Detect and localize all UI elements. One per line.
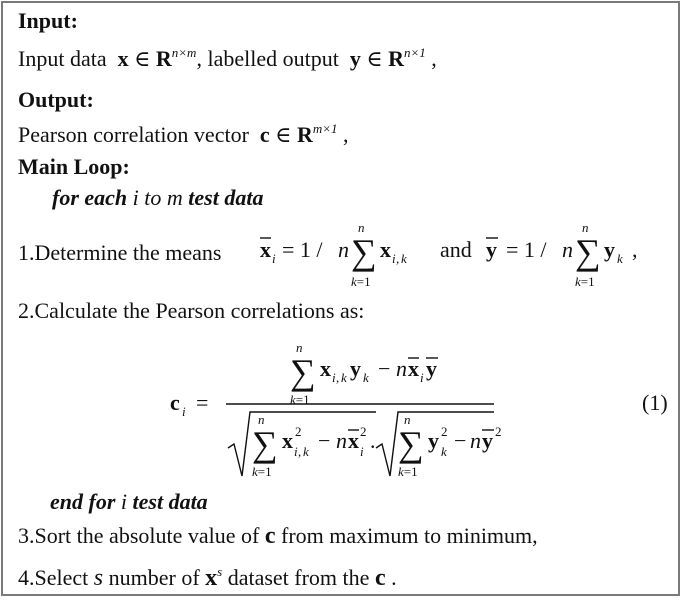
svg-text:y: y <box>426 356 437 381</box>
svg-text:k=1: k=1 <box>575 274 595 289</box>
svg-text:n: n <box>358 220 365 235</box>
end-for-prefix: end for <box>50 489 116 514</box>
step4-line <box>18 565 397 590</box>
svg-text:x: x <box>380 237 391 262</box>
svg-text:2: 2 <box>360 424 367 439</box>
svg-text:k=1: k=1 <box>252 464 272 479</box>
svg-text:i: i <box>360 444 364 459</box>
svg-text:k: k <box>401 251 407 266</box>
end-for-var: i <box>120 489 128 514</box>
svg-text:x: x <box>320 356 331 381</box>
step3-c-symbol: c <box>264 523 276 549</box>
for-each-prefix: for each <box>52 185 128 210</box>
output-line <box>18 122 349 146</box>
svg-text:i: i <box>332 370 336 385</box>
step4-mid: number of <box>108 565 200 590</box>
svg-text:2: 2 <box>495 424 502 439</box>
svg-text:= 1 /: = 1 / <box>282 237 323 262</box>
svg-text:i: i <box>294 444 298 459</box>
svg-text:,: , <box>632 237 638 262</box>
svg-text:n: n <box>404 412 411 427</box>
svg-text:i: i <box>392 251 396 266</box>
svg-text:x: x <box>408 356 419 381</box>
svg-text:i: i <box>182 404 186 419</box>
svg-text:k: k <box>341 370 347 385</box>
svg-text:∑: ∑ <box>575 232 601 272</box>
svg-text:.: . <box>370 428 376 453</box>
svg-text:n: n <box>258 412 265 427</box>
pearson-formula <box>170 330 540 480</box>
step4-prefix: 4.Select <box>18 565 89 590</box>
equation-number: (1) <box>642 390 668 415</box>
svg-text:,: , <box>396 251 400 266</box>
svg-text:n: n <box>396 356 407 381</box>
step4-end: . <box>391 565 397 590</box>
svg-text:y: y <box>482 428 493 453</box>
svg-text:y: y <box>486 237 497 262</box>
svg-text:= 1 /: = 1 / <box>506 237 547 262</box>
step1-text: 1.Determine the means <box>18 240 222 265</box>
svg-text:k=1: k=1 <box>398 464 418 479</box>
svg-text:n: n <box>296 340 303 355</box>
svg-text:∑: ∑ <box>351 232 377 272</box>
step4-x-superscript: s <box>217 564 223 579</box>
svg-text:2: 2 <box>295 424 302 439</box>
svg-text:−: − <box>454 428 467 453</box>
svg-text:=: = <box>196 390 209 415</box>
step4-c-symbol: c <box>374 565 386 591</box>
step4-suffix: dataset from the <box>227 565 370 590</box>
svg-text:x: x <box>282 428 293 453</box>
svg-text:y: y <box>428 428 439 453</box>
svg-text:c: c <box>170 390 180 415</box>
main-loop-heading: Main Loop: <box>18 154 130 179</box>
step1-means-formula <box>258 218 678 292</box>
svg-text:,: , <box>298 444 302 459</box>
output-heading: Output: <box>18 87 94 112</box>
for-each-mid: i to m <box>132 185 183 210</box>
svg-text:k: k <box>617 251 623 266</box>
svg-text:∑: ∑ <box>398 424 424 464</box>
input-line <box>18 46 437 70</box>
step1-and: and <box>440 237 472 262</box>
svg-text:k=1: k=1 <box>351 274 371 289</box>
step3-suffix: from maximum to minimum, <box>281 523 538 548</box>
end-for-line <box>50 491 208 513</box>
step3-line <box>18 524 538 548</box>
svg-text:k: k <box>363 370 369 385</box>
input-text-prefix: Input data <box>18 46 107 71</box>
output-text-prefix: Pearson correlation vector <box>18 122 249 147</box>
input-x-math: x ∈ $R^{n\times m}$ <box>117 45 197 71</box>
svg-text:n: n <box>562 237 573 262</box>
svg-text:k: k <box>441 444 447 459</box>
output-c-math: c ∈ $R^{m\times 1}$ , <box>259 121 349 147</box>
step4-x-symbol: x <box>205 565 218 591</box>
input-y-math: y ∈ $R^{n\times 1}$ , <box>349 45 437 71</box>
svg-text:2: 2 <box>441 424 448 439</box>
input-heading: Input: <box>18 8 78 33</box>
step2-text: 2.Calculate the Pearson correlations as: <box>18 298 365 323</box>
svg-text:∑: ∑ <box>290 352 316 392</box>
for-each-suffix: test data <box>188 185 264 210</box>
svg-text:x: x <box>260 237 271 262</box>
step3-prefix: 3.Sort the absolute value of <box>18 523 260 548</box>
svg-text:x: x <box>348 428 359 453</box>
input-text-mid: , labelled output <box>196 46 339 71</box>
svg-text:,: , <box>336 370 340 385</box>
svg-text:n: n <box>582 220 589 235</box>
svg-text:n: n <box>338 237 349 262</box>
svg-text:n: n <box>470 428 481 453</box>
step4-var: s <box>93 565 104 591</box>
for-each-line <box>52 187 263 209</box>
svg-text:n: n <box>336 428 347 453</box>
svg-text:k=1: k=1 <box>290 392 310 407</box>
svg-text:i: i <box>272 251 276 266</box>
svg-text:i: i <box>420 370 424 385</box>
svg-text:∑: ∑ <box>252 424 278 464</box>
svg-text:y: y <box>604 237 615 262</box>
svg-text:y: y <box>350 356 361 381</box>
svg-text:−: − <box>378 356 391 381</box>
svg-text:k: k <box>303 444 309 459</box>
end-for-suffix: test data <box>132 489 208 514</box>
svg-text:−: − <box>318 428 331 453</box>
